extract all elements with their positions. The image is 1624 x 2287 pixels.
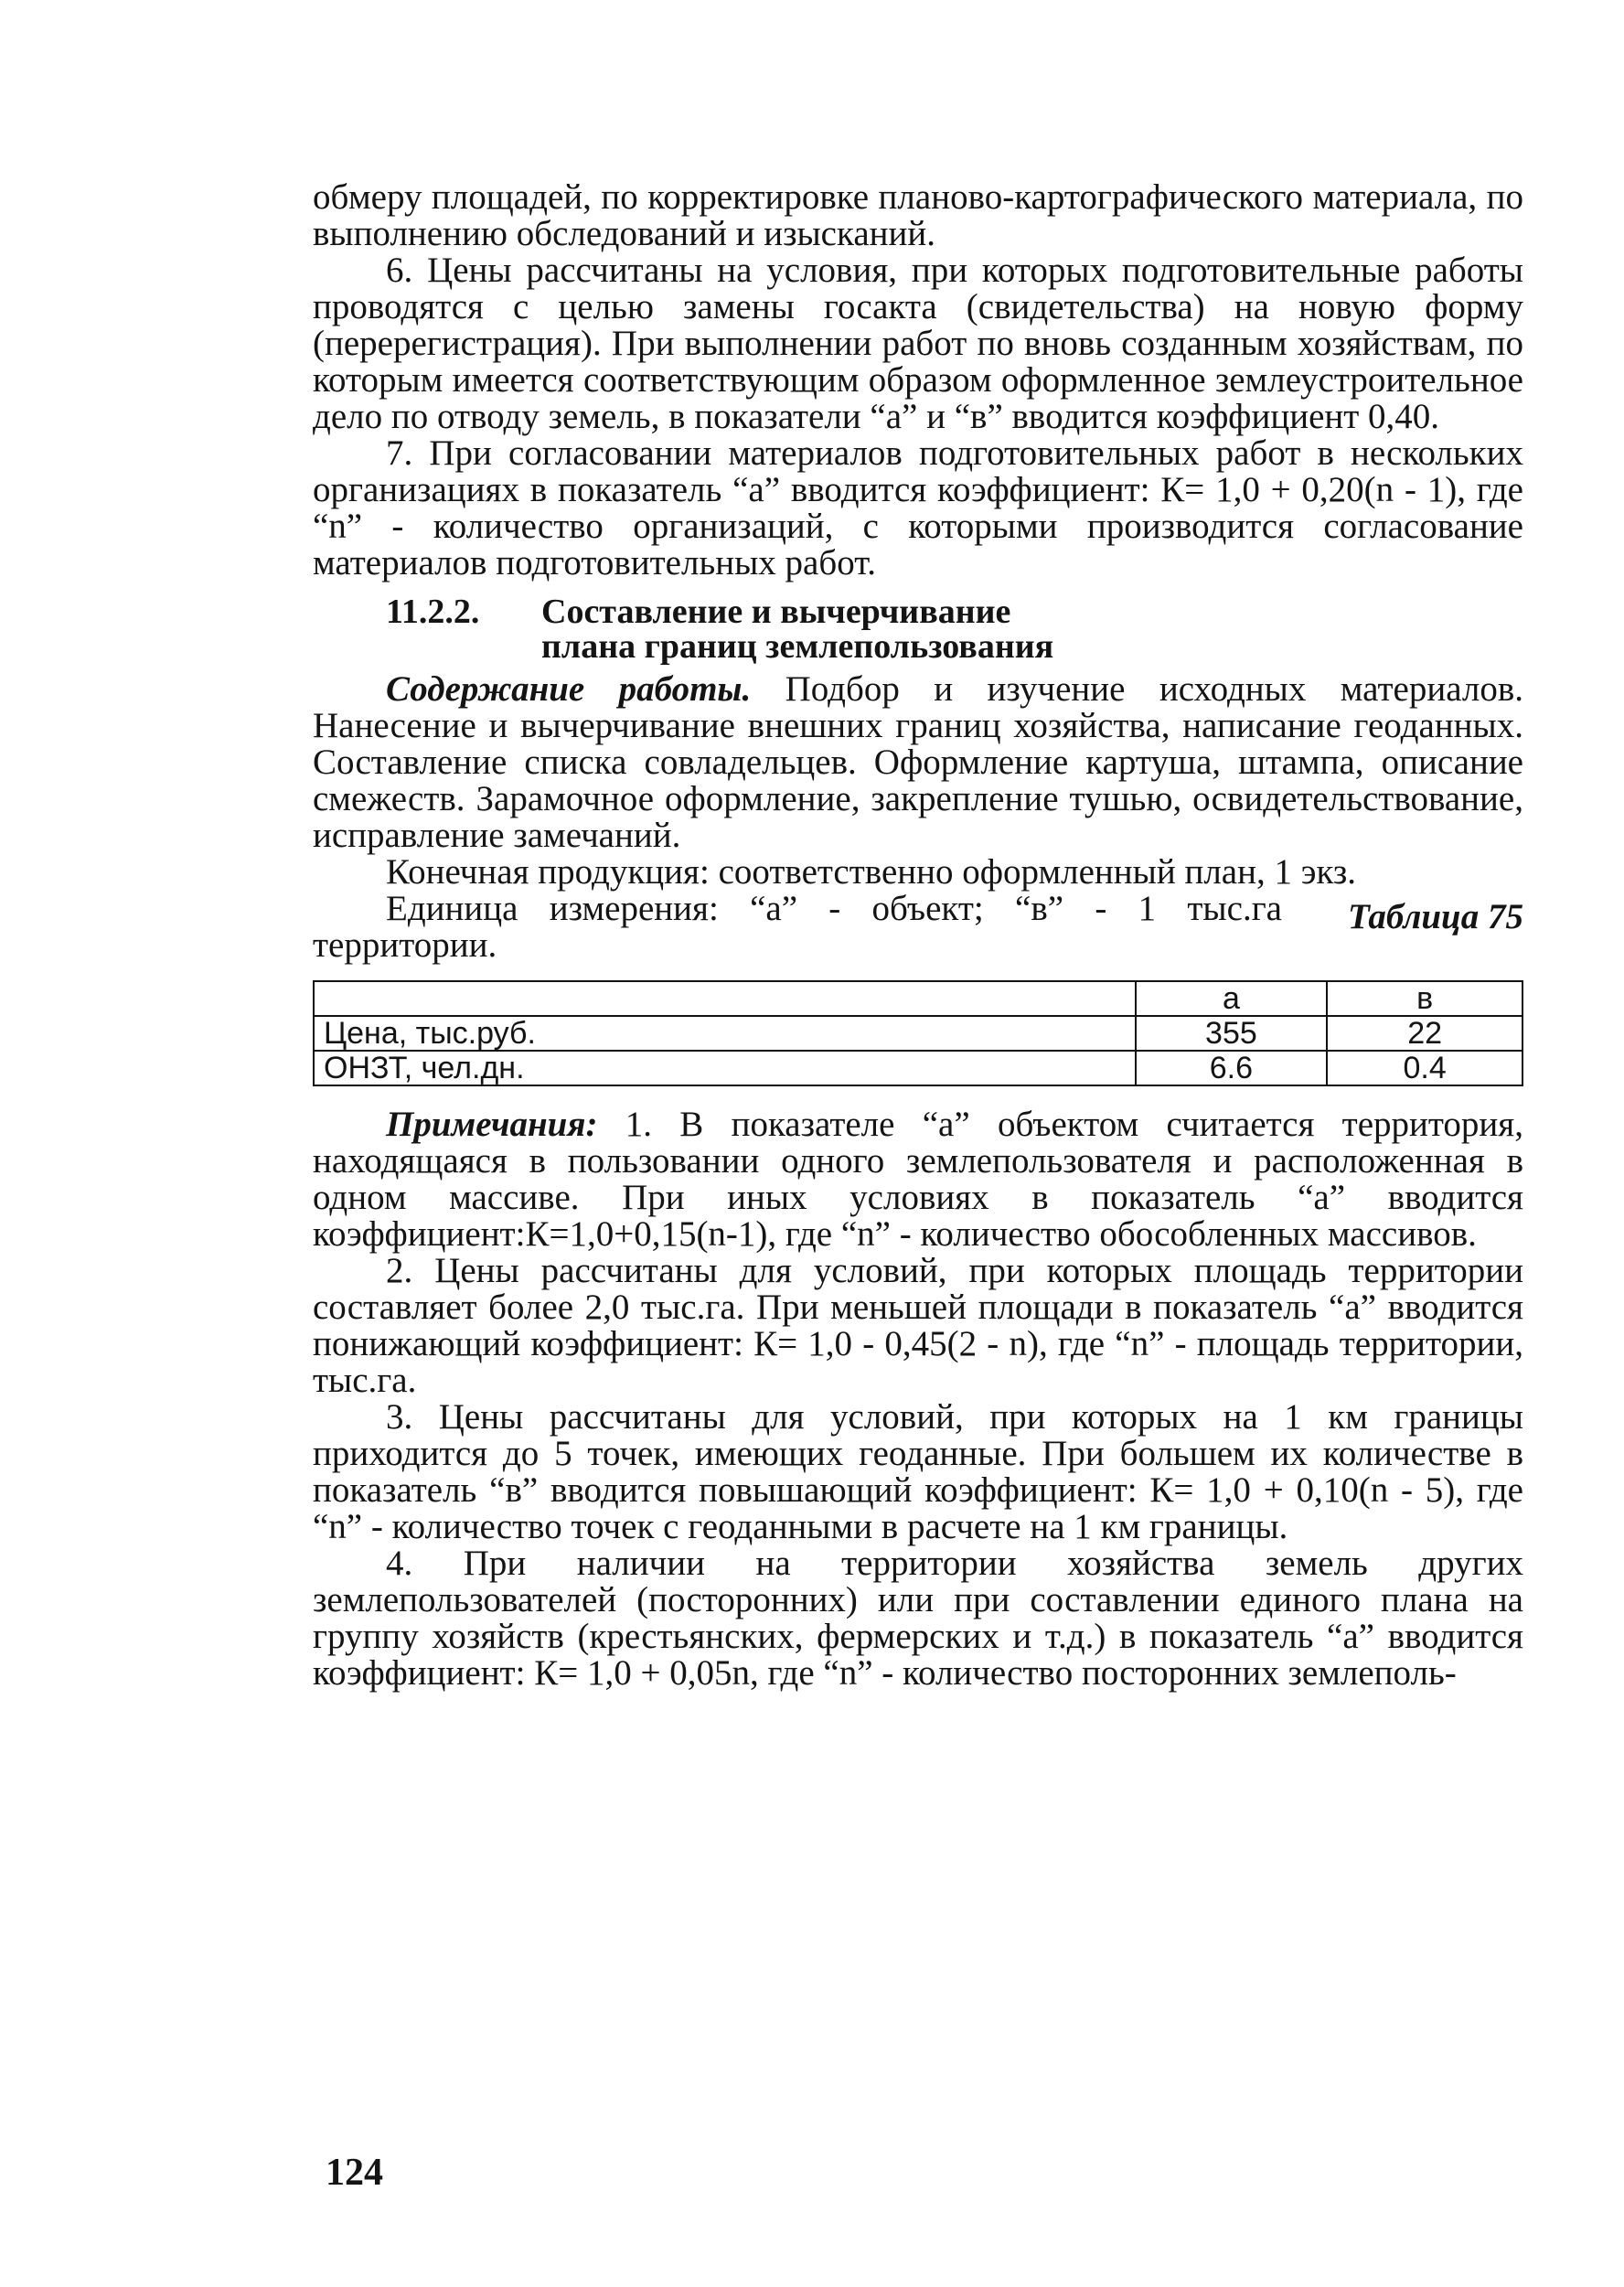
table-row xyxy=(314,1016,1522,1051)
table-header-row xyxy=(314,981,1522,1016)
table-header-cell: в xyxy=(1327,981,1522,1016)
table-cell: ОНЗТ, чел.дн. xyxy=(314,1051,1136,1085)
note-2-paragraph: 2. Цены рассчитаны для условий, при которых площадь территории составляет более 2,0 тыс.га. При меньшей площади в показатель “а” вводится понижающий коэффициент: К= 1,0 - 0,45(2 - n), где “n” - площадь территории, тыс.га. xyxy=(313,1251,1523,1400)
notes-label: Примечания: xyxy=(386,1105,598,1144)
item-7-paragraph: 7. При согласовании материалов подготовительных работ в нескольких организациях в показатель “а” вводится коэффициент: К= 1,0 + 0,20(n - 1), где “n” - количество организаций, с которыми производится согласование материалов подготовительных работ. xyxy=(313,433,1523,582)
note-4-paragraph: 4. При наличии на территории хозяйства земель других землепользователей (посторонних) или при составлении единого плана на группу хозяйств (крестьянских, фермерских и т.д.) в показатель “а” вводится коэффициент: К= 1,0 + 0,05n, где “n” - количество посторонних землеполь- xyxy=(313,1544,1523,1693)
table-cell: 22 xyxy=(1327,1016,1522,1051)
table-cell: 355 xyxy=(1136,1016,1328,1051)
note-3-paragraph: 3. Цены рассчитаны для условий, при которых на 1 км границы приходится до 5 точек, имеющих геоданные. При большем их количестве в показатель “в” вводится повышающий коэффициент: К= 1,0 + 0,10(n - 5), где “n” - количество точек с геоданными в расчете на 1 км границы. xyxy=(313,1397,1523,1546)
price-table xyxy=(313,980,1523,1086)
content-paragraph xyxy=(313,671,1523,854)
page-number: 124 xyxy=(326,2152,383,2194)
final-product-paragraph: Конечная продукция: соответственно оформленный план, 1 экз. xyxy=(386,852,1357,892)
table-row xyxy=(314,1051,1522,1085)
content-label: Содержание работы. xyxy=(386,669,752,709)
table-cell: Цена, тыс.руб. xyxy=(314,1016,1136,1051)
intro-paragraph: обмеру площадей, по корректировке планово-картографического материала, по выполнению обследований и изысканий. xyxy=(313,177,1523,253)
table-caption: Таблица 75 xyxy=(1347,897,1523,936)
table-header-cell xyxy=(314,981,1136,1016)
content-text: Подбор и изучение исходных материалов. Нанесение и вычерчивание внешних границ хозяйства, написание геоданных. Составление списка совладельцев. Оформление картуша, штампа, описание смежеств. Зарамочное оформление, закрепление тушью, освидетельствование, исправление замечаний. xyxy=(313,669,1523,855)
table-cell: 0.4 xyxy=(1327,1051,1522,1085)
section-heading xyxy=(386,594,1523,664)
note-1-paragraph xyxy=(313,1106,1523,1253)
section-title-line1: Составление и вычерчивание xyxy=(541,593,1011,631)
table-header-cell: а xyxy=(1136,981,1328,1016)
unit-of-measure-paragraph: Единица измерения: “а” - объект; “в” - 1 тыс.га территории. xyxy=(313,889,1282,965)
section-title-line2: плана границ землепользования xyxy=(541,627,1054,666)
item-6-paragraph: 6. Цены рассчитаны на условия, при которых подготовительные работы проводятся с целью замены госакта (свидетельства) на новую форму (перерегистрация). При выполнении работ по вновь созданным хозяйствам, по которым имеется соответствующим образом оформленное землеустроительное дело по отводу земель, в показатели “а” и “в” вводится коэффициент 0,40. xyxy=(313,251,1523,436)
unit-row xyxy=(313,891,1523,964)
note-1-text: 1. В показателе “а” объектом считается территория, находящаяся в пользовании одного землепользователя и расположенная в одном массиве. При иных условиях в показатель “а” вводится коэффициент:К=1,0+0,15(n-1), где “n” - количество обособленных массивов. xyxy=(313,1105,1523,1254)
table-cell: 6.6 xyxy=(1136,1051,1328,1085)
section-number: 11.2.2. xyxy=(386,593,480,631)
page-body xyxy=(313,179,1523,1692)
